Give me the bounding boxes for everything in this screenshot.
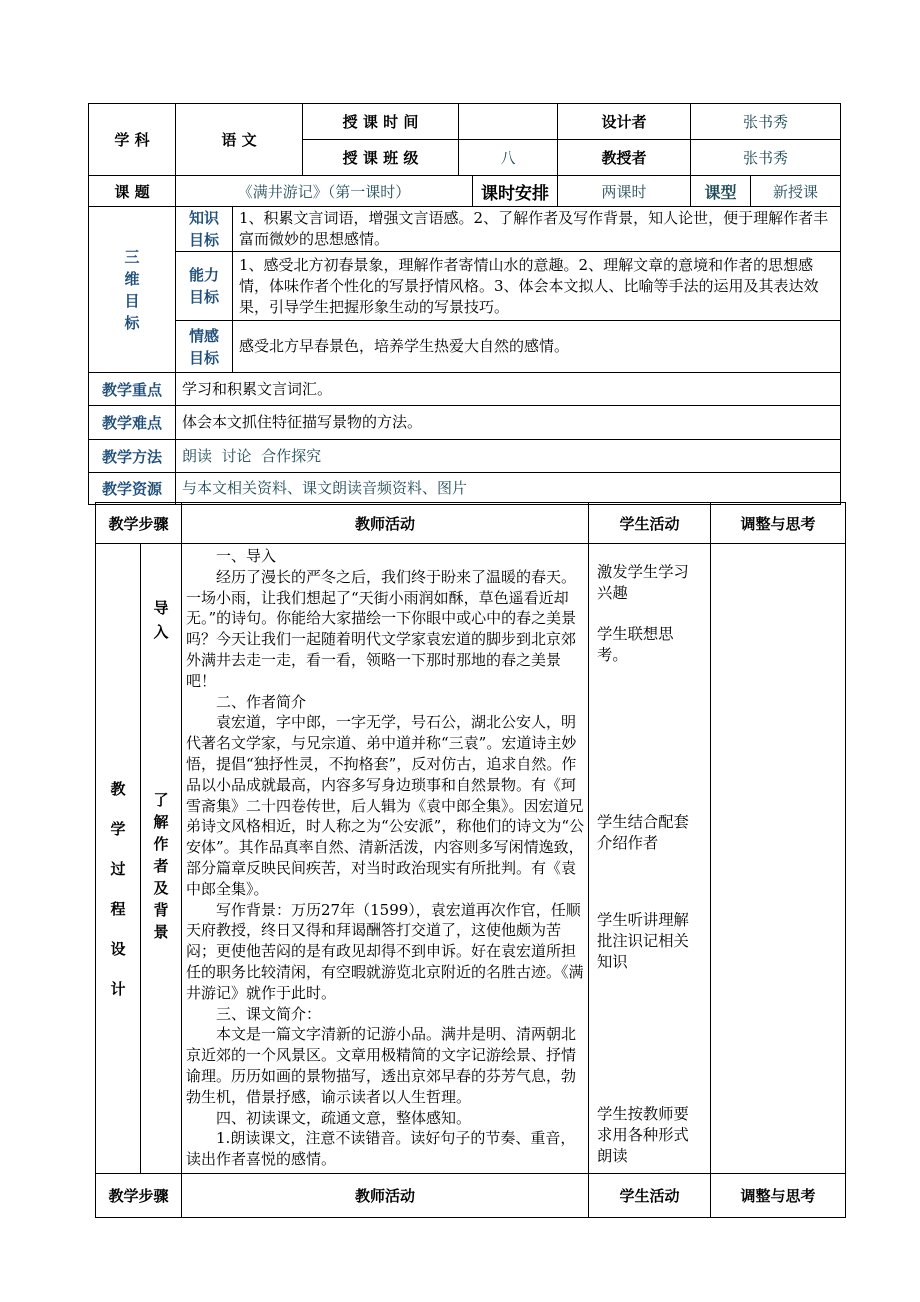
footer-steps: 教学步骤 [96, 1174, 182, 1218]
footer-reflection: 调整与思考 [711, 1174, 846, 1218]
subject-value: 语 文 [176, 104, 303, 176]
header-reflection: 调整与思考 [711, 503, 846, 544]
teacher-value: 张书秀 [691, 140, 841, 176]
designer-value: 张书秀 [691, 104, 841, 140]
designer-label: 设计者 [558, 104, 691, 140]
method-label: 教学方法 [89, 440, 176, 473]
topic-value: 《满井游记》（第一课时） [176, 176, 473, 207]
subject-label: 学 科 [89, 104, 176, 176]
teaching-process-table [95, 502, 846, 1218]
type-label: 课型 [691, 176, 751, 207]
time-label: 授 课 时 间 [303, 104, 459, 140]
schedule-label: 课时安排 [473, 176, 558, 207]
class-label: 授 课 班 级 [303, 140, 459, 176]
resources-text: 与本文相关资料、课文朗读音频资料、图片 [176, 473, 841, 505]
step-labels [141, 544, 182, 1174]
section-label: 教 学 过 程 设 计 [96, 544, 141, 1174]
focus-label: 教学重点 [89, 373, 176, 406]
lesson-info-table [88, 103, 841, 505]
teacher-activity: 一、导入 经历了漫长的严冬之后，我们终于盼来了温暖的春天。一场小雨，让我们想起了“天街小雨润如酥，草色遥看近却无。”的诗句。你能给大家描绘一下你眼中或心中的春之美景吗？今天让我们一起随着明代文学家袁宏道的脚步到北京郊外满井去走一走，看一看，领略一下那时那地的春之美景吧！ 二、作者简介 袁宏道，字中郎，一字无学，号石公，湖北公安人，明代著名文学家，与兄宗道、弟中道并称“三袁”。宏道诗主妙悟，提倡“独抒性灵，不拘格套”，反对仿古，追求自然。作品以小品成就最高，内容多写身边琐事和自然景物。有《珂雪斋集》二十四卷传世，后人辑为《袁中郎全集》。因宏道兄弟诗文风格相近，时人称之为“公安派”，称他们的诗文为“公安体”。其作品真率自然、清新活泼，内容则多写闲情逸致，部分篇章反映民间疾苦，对当时政治现实有所批判。有《袁中郎全集》。 写作背景：万历27年（1599），袁宏道再次作官，任顺天府教授，终日又得和拜谒酬答打交道了，这使他颇为苦闷；更使他苦闷的是有政见却得不到申诉。好在袁宏道所担任的职务比较清闲，有空暇就游览北京附近的名胜古迹。《满井游记》就作于此时。 三、课文简介： 本文是一篇文字清新的记游小品。满井是明、清两朝北京近郊的一个风景区。文章用极精简的文字记游绘景、抒情谕理。历历如画的景物描写，透出京郊早春的芬芳气息，勃勃生机，借景抒感，谕示读者以人生哲理。 四、初读课文，疏通文意，整体感知。 1.朗读课文，注意不读错音。读好句子的节奏、重音，读出作者喜悦的感情。 [182, 544, 589, 1174]
reflection-cell [711, 544, 846, 1174]
difficulty-label: 教学难点 [89, 406, 176, 440]
header-steps: 教学步骤 [96, 503, 182, 544]
goal-text: 1、积累文言词语，增强文言语感。2、了解作者及写作背景，知人论世，便于理解作者丰富而微妙的思想感情。 [233, 207, 841, 252]
time-value [459, 104, 558, 140]
type-value: 新授课 [751, 176, 841, 207]
class-value: 八 [459, 140, 558, 176]
goal-label: 知识目标 [176, 207, 233, 252]
header-student-activity: 学生活动 [589, 503, 711, 544]
footer-student-activity: 学生活动 [589, 1174, 711, 1218]
resources-label: 教学资源 [89, 473, 176, 505]
step-author: 了 解 作 者 及 背 景 [153, 791, 169, 941]
goal-label: 情感目标 [176, 321, 233, 373]
focus-text: 学习和积累文言词汇。 [176, 373, 841, 406]
header-teacher-activity: 教师活动 [182, 503, 589, 544]
teacher-label: 教授者 [558, 140, 691, 176]
difficulty-text: 体会本文抓住特征描写景物的方法。 [176, 406, 841, 440]
schedule-value: 两课时 [558, 176, 691, 207]
topic-label: 课 题 [89, 176, 176, 207]
goals-label: 三维目标 [124, 247, 140, 332]
footer-teacher-activity: 教师活动 [182, 1174, 589, 1218]
goals-cell [89, 207, 176, 373]
method-text: 朗读 讨论 合作探究 [176, 440, 841, 473]
step-intro: 导 入 [153, 599, 169, 641]
goal-text: 1、感受北方初春景象，理解作者寄情山水的意趣。2、理解文章的意境和作者的思想感情，体味作者个性化的写景抒情风格。3、体会本文拟人、比喻等手法的运用及其表达效果，引导学生把握形象生动的写景技巧。 [233, 252, 841, 321]
goal-label: 能力目标 [176, 252, 233, 321]
student-activity: 激发学生学习兴趣 学生联想思考。 学生结合配套介绍作者 学生听讲理解批注识记相关知识 学生按教师要求用各种形式朗读 [589, 544, 711, 1174]
goal-text: 感受北方早春景色，培养学生热爱大自然的感情。 [233, 321, 841, 373]
